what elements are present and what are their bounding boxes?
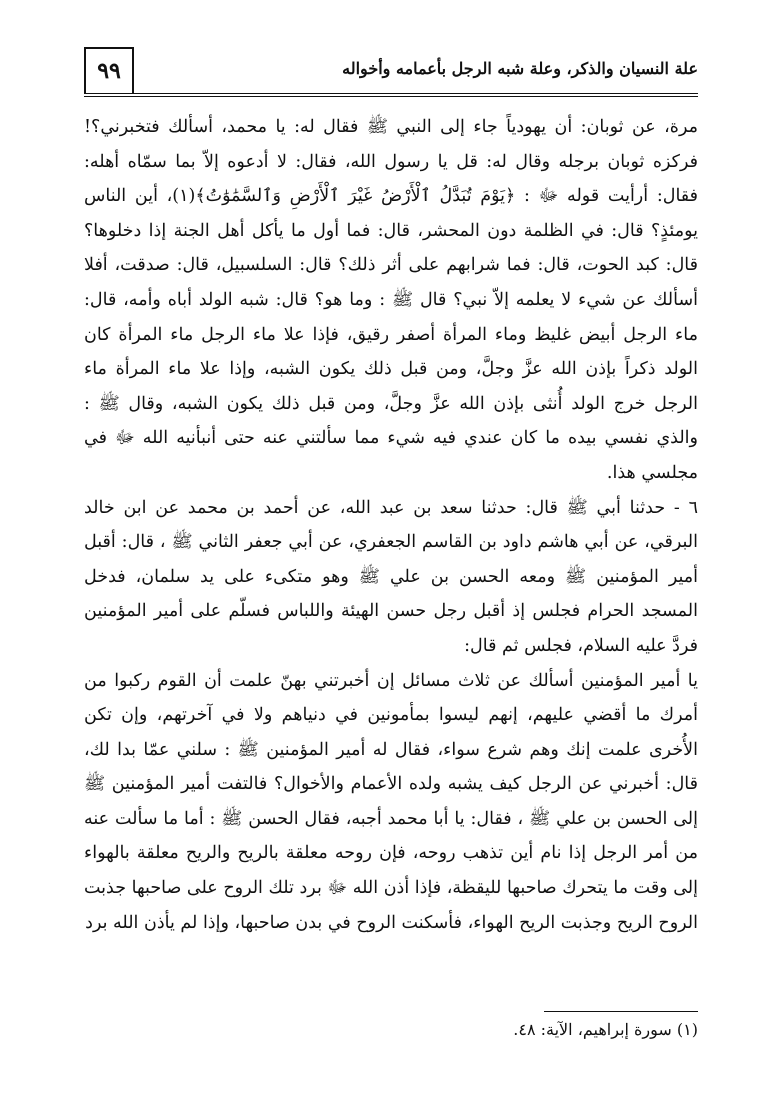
paragraph: ٦ - حدثنا أبي ﷺ قال: حدثنا سعد بن عبد الله، عن أحمد بن محمد عن ابن خالد البرقي، عن أبي هاشم داود بن القاسم الجعفري، عن أبي جعفر الثاني ﷺ ، قال: أقبل أمير المؤمنين ﷺ ومعه الحسن بن علي ﷺ وهو متكىء على يد سلمان، فدخل المسجد الحرام فجلس إذ أقبل رجل حسن الهيئة واللباس فسلّم على أمير المؤمنين فردَّ عليه السلام، فجلس ثم قال: — [84, 497, 698, 656]
page-number: ٩٩ — [84, 47, 134, 93]
footnote-divider — [544, 1011, 698, 1012]
page-header — [84, 47, 698, 97]
paragraph: يا أمير المؤمنين أسألك عن ثلاث مسائل إن أخبرتني بهنّ علمت أن القوم ركبوا من أمرك ما أقضي عليهم، إنهم ليسوا بمأمونين في دنياهم ولا في آخرتهم، وإن تكن الأُخرى علمت إنك وهم شرع سواء، فقال له أمير المؤمنين ﷺ : سلني عمّا بدا لك، قال: أخبرني عن الرجل كيف يشبه ولده الأعمام والأخوال؟ فالتفت أمير المؤمنين ﷺ إلى الحسن بن علي ﷺ ، فقال: يا أبا محمد أجبه، فقال الحسن ﷺ : أما ما سألت عنه من أمر الرجل إذا نام أين تذهب روحه، فإن روحه معلقة بالريح والريح معلقة بالهواء إلى وقت ما يتحرك صاحبها لليقظة، فإذا أذن الله ﷻ برد تلك الروح على صاحبها جذبت الروح الريح وجذبت الريح الهواء، فأسكنت الروح في بدن صاحبها، وإذا لم يأذن الله برد — [84, 670, 698, 933]
footnote: (١) سورة إبراهيم، الآية: ٤٨. — [513, 1020, 698, 1039]
body-text — [84, 110, 698, 940]
paragraph: مرة، عن ثوبان: أن يهودياً جاء إلى النبي ﷺ فقال له: يا محمد، أسألك فتخبرني؟! فركزه ثوبان برجله وقال له: قل يا رسول الله، فقال: لا أدعوه إلاّ بما سمّاه أهله: فقال: أرأيت قوله ﷻ : ﴿يَوْمَ تُبَدَّلُ ٱلْأَرْضُ غَيْرَ ٱلْأَرْضِ وَٱلسَّمَٰوَٰتُ﴾(١)، أين الناس يومئذٍ؟ قال: في الظلمة دون المحشر، قال: فما أول ما يأكل أهل الجنة إذا دخلوها؟ قال: كبد الحوت، قال: فما شرابهم على أثر ذلك؟ قال: السلسبيل، قال: صدقت، أفلا أسألك عن شيء لا يعلمه إلاّ نبي؟ قال ﷺ : وما هو؟ قال: شبه الولد أباه وأمه، قال: ماء الرجل أبيض غليظ وماء المرأة أصفر رقيق، فإذا علا ماء الرجل ماء المرأة كان الولد ذكراً بإذن الله عزَّ وجلَّ، ومن قبل ذلك يكون الشبه، وإذا علا ماء المرأة ماء الرجل خرج الولد أُنثى بإذن الله عزَّ وجلَّ، ومن قبل ذلك يكون الشبه، وقال ﷺ : والذي نفسي بيده ما كان عندي فيه شيء مما سألتني عنه حتى أنبأنيه الله ﷻ في مجلسي هذا. — [84, 117, 698, 483]
running-title: علة النسيان والذكر، وعلة شبه الرجل بأعمامه وأخواله — [342, 59, 698, 78]
